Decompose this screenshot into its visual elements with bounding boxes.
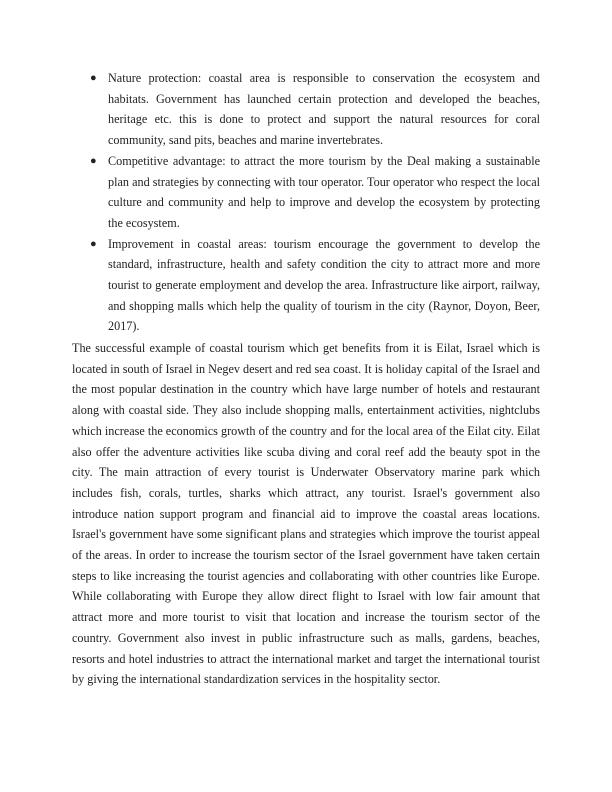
bullet-item-coastal-improvement xyxy=(72,234,540,338)
body-paragraph: The successful example of coastal tourism which get benefits from it is Eilat, Israel which is located in south of Israel in Negev desert and red sea coast. It is holiday capital of the Israel and the most popular destination in the country which have large number of hotels and restaurant along with coastal side. They also include shopping malls, entertainment activities, nightclubs which increase the economics growth of the country and for the local area of the Eilat city. Eilat also offer the adventure activities like scuba diving and coral reef add the beauty spot in the city. The main attraction of every tourist is Underwater Observatory marine park which includes fish, corals, turtles, sharks which attract, any tourist. Israel's government also introduce nation support program and financial aid to improve the coastal areas locations. Israel's government have some significant plans and strategies which improve the tourist appeal of the areas. In order to increase the tourism sector of the Israel government have taken certain steps to like increasing the tourist agencies and collaborating with other countries like Europe. While collaborating with Europe they allow direct flight to Israel with low fair amount that attract more and more tourist to visit that location and increase the tourism sector of the country. Government also invest in public infrastructure such as malls, gardens, beaches, resorts and hotel industries to attract the international market and target the international tourist by giving the international standardization services in the hospitality sector. xyxy=(72,341,540,687)
bullet-icon: ● xyxy=(90,154,97,167)
bullet-text: Improvement in coastal areas: tourism encourage the government to develop the standard, infrastructure, health and safety condition the city to attract more and more tourist to generate employment and develop the area. Infrastructure like airport, railway, and shopping malls which help the quality of tourism in the city (Raynor, Doyon, Beer, 2017). xyxy=(108,236,540,334)
bullet-icon: ● xyxy=(90,72,97,84)
bullet-item-nature-protection xyxy=(72,68,540,151)
bullet-text: Nature protection: coastal area is responsible to conservation the ecosystem and habitats. Government has launched certain protection and developed the beaches, heritage etc. this is done to protect and support the natural resources for coral community, sand pits, beaches and marine invertebrates. xyxy=(108,71,540,148)
bullet-icon: ● xyxy=(90,237,97,250)
bullet-list xyxy=(72,68,540,337)
bullet-text: Competitive advantage: to attract the more tourism by the Deal making a sustainable plan and strategies by connecting with tour operator. Tour operator who respect the local culture and community and help to improve and develop the ecosystem by protecting the ecosystem. xyxy=(108,153,540,230)
bullet-item-competitive-advantage xyxy=(72,151,540,234)
